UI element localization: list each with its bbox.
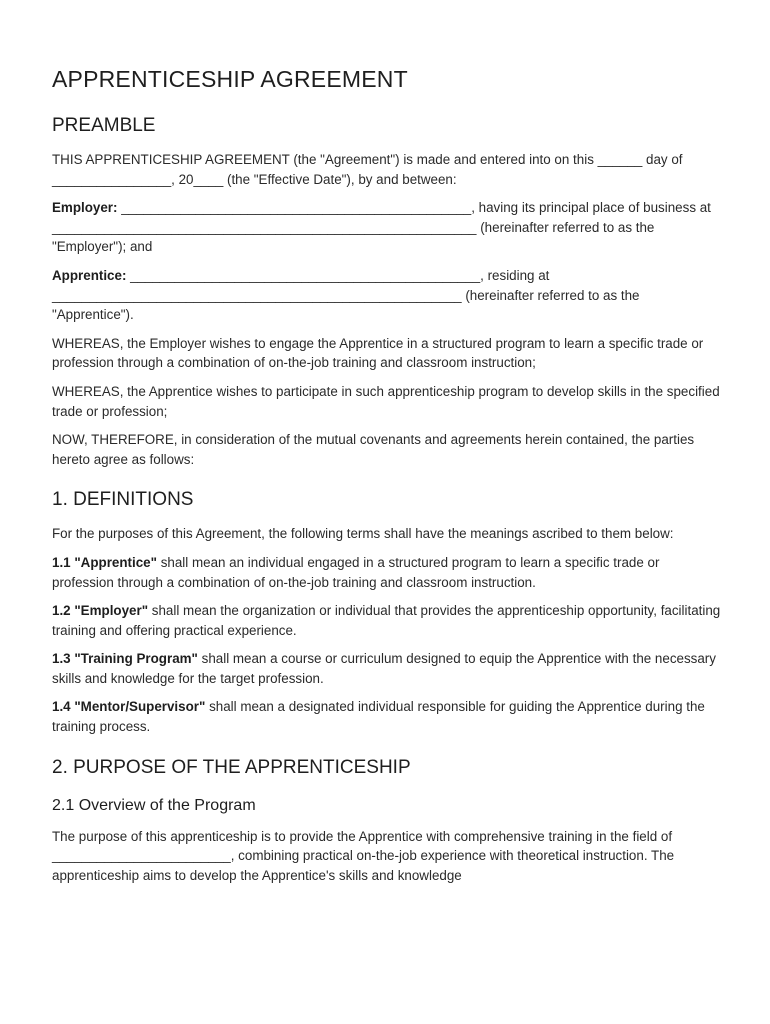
definition-term: 1.2 "Employer" <box>52 603 149 619</box>
preamble-intro: THIS APPRENTICESHIP AGREEMENT (the "Agreement") is made and entered into on this ______ day of ________________, 20____ (the "Effective Date"), by and between: <box>52 152 683 187</box>
definition-item <box>52 601 722 640</box>
employer-text: _______________________________________________, having its principal place of business at _________________________________________________________ (hereinafter referred to as the "Employer"); and <box>52 200 711 255</box>
definitions-intro: For the purposes of this Agreement, the following terms shall have the meanings ascribed to them below: <box>52 526 674 542</box>
definition-text: shall mean a course or curriculum designed to equip the Apprentice with the necessary skills and knowledge for the target profession. <box>52 651 716 686</box>
definition-item <box>52 649 722 688</box>
apprentice-label: Apprentice: <box>52 267 127 283</box>
apprentice-paragraph <box>52 266 722 325</box>
definition-term: 1.1 "Apprentice" <box>52 554 157 570</box>
definitions-heading: 1. DEFINITIONS <box>52 489 194 511</box>
program-overview-heading: 2.1 Overview of the Program <box>52 796 256 814</box>
definition-term: 1.4 "Mentor/Supervisor" <box>52 699 206 715</box>
definition-text: shall mean a designated individual responsible for guiding the Apprentice during the training process. <box>52 699 705 735</box>
employer-label: Employer: <box>52 200 118 216</box>
apprentice-text: _______________________________________________, residing at _______________________________________________________ (hereinafter referred to as the "Apprentice"). <box>52 267 640 323</box>
definition-item <box>52 697 722 736</box>
now-therefore-paragraph: NOW, THEREFORE, in consideration of the mutual covenants and agreements herein contained, the parties hereto agree as follows: <box>52 432 695 467</box>
program-overview-text: The purpose of this apprenticeship is to provide the Apprentice with comprehensive training in the field of ________________________, combining practical on-the-job experience with theoretical instruction. The apprenticeship aims to develop the Apprentice's skills and knowledge <box>52 828 675 883</box>
purpose-heading: 2. PURPOSE OF THE APPRENTICESHIP <box>52 756 411 778</box>
employer-paragraph <box>52 198 722 257</box>
whereas-paragraph-2: WHEREAS, the Apprentice wishes to participate in such apprenticeship program to develop skills in the specified trade or profession; <box>52 383 720 419</box>
whereas-paragraph-1: WHEREAS, the Employer wishes to engage the Apprentice in a structured program to learn a specific trade or profession through a combination of on-the-job training and classroom instruction; <box>52 335 704 371</box>
definition-text: shall mean the organization or individual that provides the apprenticeship opportunity, facilitating training and offering practical experience. <box>52 603 721 638</box>
definition-text: shall mean an individual engaged in a structured program to learn a specific trade or profession through a combination of on-the-job training and classroom instruction. <box>52 554 660 590</box>
definition-term: 1.3 "Training Program" <box>52 651 198 667</box>
preamble-heading: PREAMBLE <box>52 115 156 136</box>
document-title: APPRENTICESHIP AGREEMENT <box>52 66 408 92</box>
definition-item <box>52 553 722 592</box>
